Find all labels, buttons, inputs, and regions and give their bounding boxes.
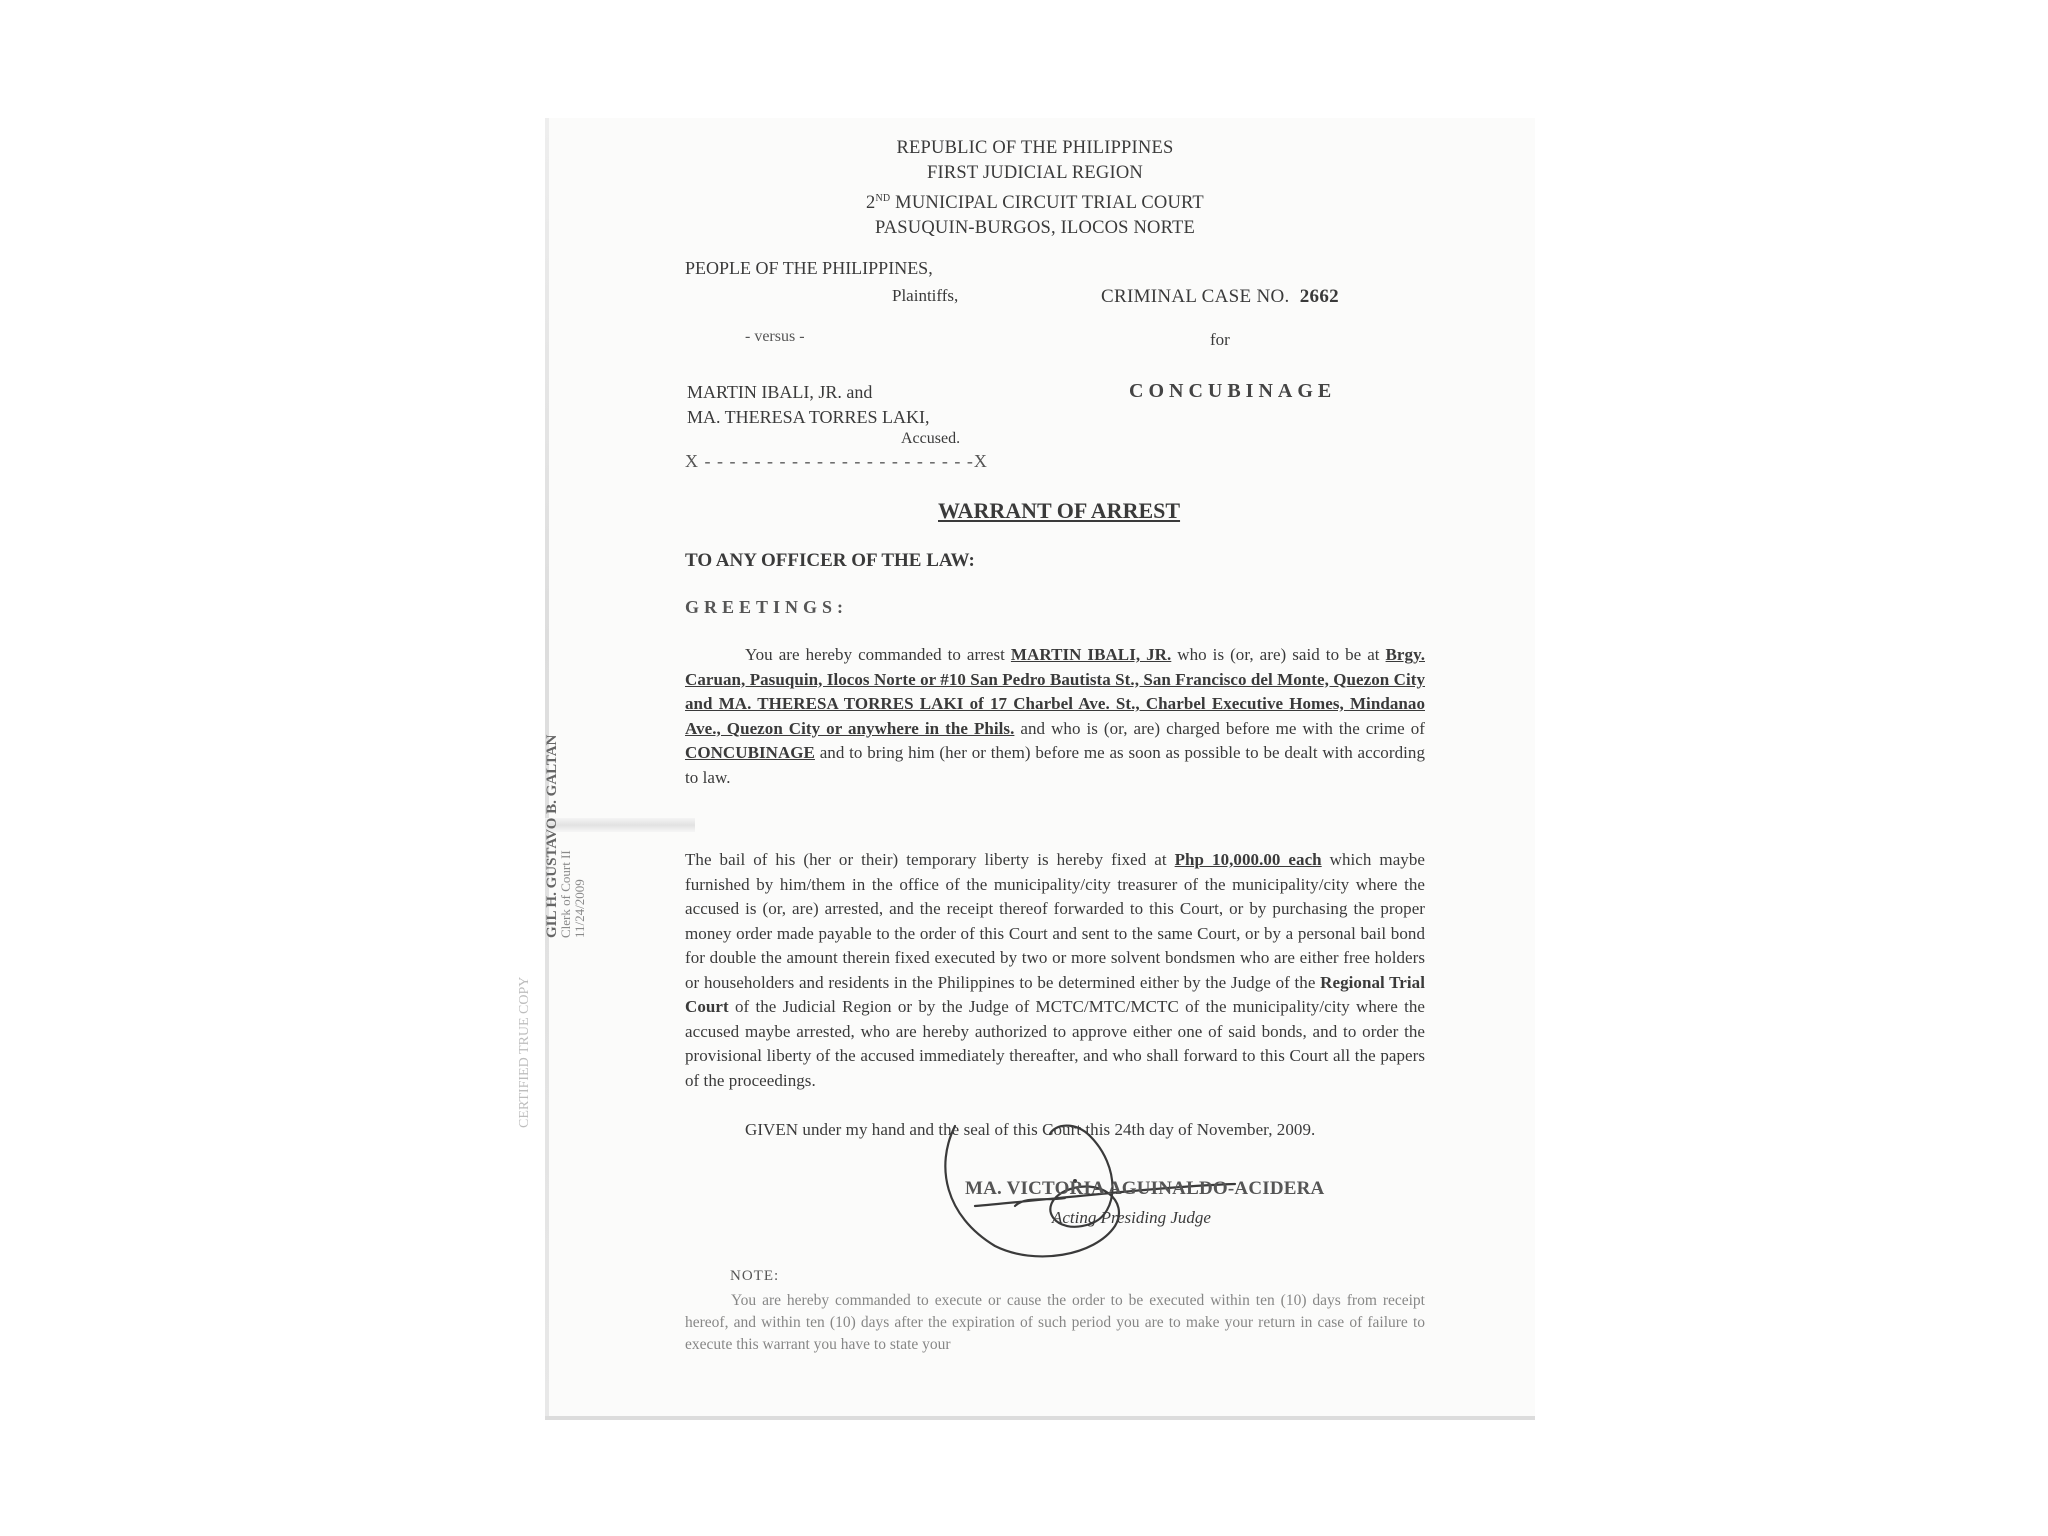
judge-name: MA. VICTORIA AGUINALDO-ACIDERA — [965, 1178, 1325, 1199]
accused-address: Brgy. Caruan, Pasuquin, Ilocos Norte or #10 San Pedro Bautista St., San Francisco del Monte, Quezon City and MA. THERESA TORRES LAKI of 17 Charbel Ave. St., Charbel Executive Homes, Mindanao Ave., Quezon City or anywhere in the Phils. — [685, 645, 1425, 738]
accused-name-link: MARTIN IBALI, JR. — [1010, 645, 1172, 664]
header-court: 2ND MUNICIPAL CIRCUIT TRIAL COURT — [866, 193, 1204, 214]
judge-title: Acting Presiding Judge — [1052, 1208, 1211, 1227]
command-paragraph: You are hereby commanded to arrest MARTIN IBALI, JR. who is (or, are) said to be at Brgy. Caruan, Pasuquin, Ilocos Norte or #10 San Pedro Bautista St., San Francisco del Monte, Quezon City and MA. THERESA TORRES LAKI of 17 Charbel Ave. St., Charbel Executive Homes, Mindanao Ave., Quezon City or anywhere in the Phils. and who is (or, are) charged before me with the crime of CONCUBINAGE and to bring him (her or them) before me as soon as possible to be dealt with according to law. — [685, 645, 1425, 787]
accused-names — [687, 380, 930, 430]
accused-2: MA. THERESA TORRES LAKI, — [687, 407, 930, 427]
plaintiff-label: Plaintiffs, — [892, 286, 959, 305]
addressee: TO ANY OFFICER OF THE LAW: — [685, 550, 975, 571]
rtc-label: Regional Trial Court — [685, 972, 1425, 1016]
header-region: FIRST JUDICIAL REGION — [927, 163, 1143, 183]
greetings: GREETINGS: — [685, 597, 849, 617]
bail-paragraph: The bail of his (her or their) temporary liberty is hereby fixed at Php 10,000.00 each which maybe furnished by him/them in the office of the municipality/city treasurer of the municipality/city where the accused is (or, are) arrested, and the receipt thereof forwarded to this Court, or by purchasing the proper money order made payable to the order of this Court and sent to the same Court, or by a personal bail bond for double the amount therein fixed executed by two or more solvent bondsmen who are either free holders or householders and residents in the Philippines to be determined either by the Judge of the Regional Trial Court of the Judicial Region or by the Judge of MCTC/MTC/MCTC of the municipality/city where the accused maybe arrested, who are hereby authorized to approve either one of said bonds, and to order the provisional liberty of the accused immediately thereafter, and who shall forward to this Court all the papers of the proceedings. — [685, 850, 1425, 1090]
court-header — [825, 136, 1245, 241]
accused-1: MARTIN IBALI, JR. and — [687, 382, 873, 402]
case-number: CRIMINAL CASE NO. 2662 — [1101, 286, 1339, 307]
note-label: NOTE: — [730, 1268, 780, 1284]
for-label: for — [1210, 330, 1230, 349]
document-title: WARRANT OF ARREST — [938, 498, 1181, 523]
clerk-stamp-title: Clerk of Court II — [558, 850, 573, 938]
clerk-stamp-date: 11/24/2009 — [572, 879, 587, 938]
plaintiff-name: PEOPLE OF THE PHILIPPINES, — [685, 258, 933, 278]
clerk-stamp-name: GIL H. GUSTAVO B. GALTAN — [544, 734, 560, 938]
caption-x-line: X - - - - - - - - - - - - - - - - - - - - - -X — [685, 451, 988, 471]
note-text: You are hereby commanded to execute or cause the order to be executed within ten (10) days from receipt hereof, and within ten (10) days after the expiration of such period you are to make your return in case of failure to execute this warrant you have to state your — [685, 1292, 1425, 1353]
document-page — [517, 118, 1535, 1420]
accused-label: Accused. — [901, 430, 961, 447]
page-bottom-edge — [545, 1416, 1535, 1420]
given-paragraph: GIVEN under my hand and the seal of this Court this 24th day of November, 2009. — [745, 1120, 1316, 1139]
versus-label: - versus - — [745, 328, 805, 345]
charge-title: CONCUBINAGE — [1129, 380, 1337, 402]
crime-name: CONCUBINAGE — [685, 743, 815, 762]
certified-copy-stamp: CERTIFIED TRUE COPY — [517, 976, 532, 1128]
header-location: PASUQUIN-BURGOS, ILOCOS NORTE — [874, 218, 1196, 239]
clerk-stamp — [544, 734, 589, 938]
bail-amount: Php 10,000.00 each — [1174, 850, 1322, 869]
header-republic: REPUBLIC OF THE PHILIPPINES — [896, 138, 1174, 158]
